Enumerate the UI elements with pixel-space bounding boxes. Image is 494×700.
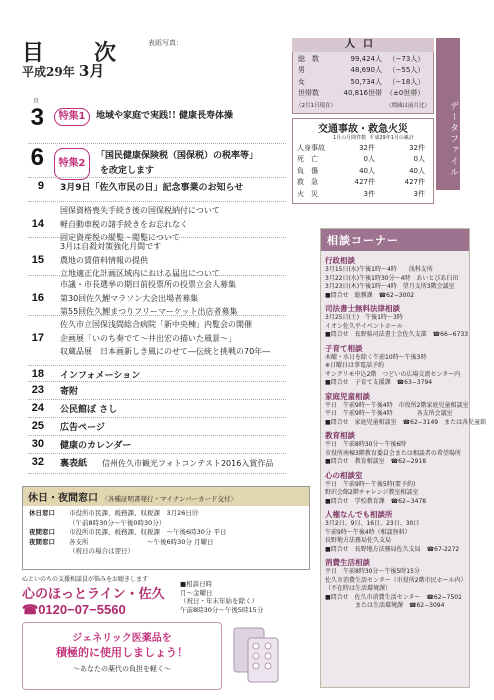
page-title: 目 次 [22, 40, 131, 66]
feature-badge: 特集1 [54, 108, 90, 126]
consult-section-title: 家庭児童相談 [325, 391, 370, 401]
population-cell: 99,424人 [350, 54, 382, 63]
kokoro-hours-line: ■相談日時 [180, 580, 213, 588]
holiday-title [23, 487, 309, 506]
consult-line: イオン佐久平イベントホール [325, 322, 403, 330]
population-row [296, 88, 426, 100]
consult-line: 3月2日、9日、16日、23日、30日 [325, 520, 420, 527]
consult-line: 3月23日(木)午後1時〜4時 望月支所3階会議室 [325, 283, 455, 290]
population-date: （2月1日現在） [296, 103, 336, 109]
consult-line: ■問合せ 家庭児童相談室 ☎62−3149 または各児童館 [325, 418, 487, 426]
population-cell: 世帯数 [298, 89, 319, 98]
toc-divider [28, 275, 286, 276]
holiday-row-label: 夜間窓口 [29, 528, 55, 536]
toc-entry-title: 公民館ぼ さし [60, 405, 118, 415]
traffic-table [294, 142, 428, 200]
kokoro-hours [180, 580, 263, 614]
holiday-row-text: 各支所 〜午後6時30分 月曜日 [69, 537, 214, 546]
population-cell: （−73人） [388, 54, 425, 63]
data-file-tab: データファイル [436, 38, 460, 190]
population-cell: 男 [298, 66, 305, 75]
issue-month: 3月 [78, 62, 105, 80]
population-cell: （−18人） [388, 77, 425, 86]
toc-entry-line: 第30回佐久鯉マラソン大会出場者募集 [60, 293, 199, 303]
traffic-cell: 負 傷 [297, 166, 318, 175]
toc-divider [28, 177, 286, 178]
generic-line1: ジェネリック医薬品を [72, 633, 172, 644]
holiday-row-text: 市役所市民課、税務課、収税課 3月26日㊐ [69, 509, 199, 517]
toc-divider [28, 453, 286, 454]
consult-line: 木曜・水日を除く午前10時〜午後3時 [325, 353, 427, 361]
toc-entry-line: 固定資産税の縦覧・閲覧について [60, 233, 180, 242]
toc-entry-line: 企画展「いのち奏でて〜井出宏の描いた風景〜」 [60, 333, 236, 343]
toc-entry-title: 3月9日「佐久市民の日」記念事業のお知らせ [60, 183, 244, 193]
traffic-row [294, 142, 428, 154]
kokoro-hours-line: 月〜金曜日 [180, 588, 213, 597]
population-cell: 総 数 [298, 54, 319, 63]
toc-divider [28, 399, 286, 400]
traffic-cell: 0人 [363, 155, 375, 164]
traffic-cell: 427件 [354, 178, 375, 187]
issue-date [22, 60, 104, 81]
consult-line: 野沢会館2階チャレンジ教室相談室 [325, 489, 419, 496]
kokoro-name: 心のほっとライン・佐久 [22, 587, 165, 602]
toc-page-number: 17 [31, 332, 44, 344]
consultation-corner [320, 228, 487, 688]
consult-section-title: 行政相談 [325, 256, 355, 265]
holiday-title-sub: 〈各種証明書発行・マイナンバーカード交付〉 [101, 495, 237, 503]
kokoro-hotline-box [22, 574, 310, 620]
traffic-title: 交通事故・救急火災 [318, 124, 408, 135]
toc-entry-title: 広告ページ [60, 423, 105, 433]
toc-entry-title: 健康のカレンダー [60, 441, 132, 451]
traffic-row [294, 165, 428, 177]
holiday-night-window-box [22, 486, 310, 570]
consult-line: 平日 午前9時〜午後4時 市役所2階家庭児童相談室 [325, 401, 469, 409]
consult-line: サングリモ中込2階 つどいの広場交流センター内 [325, 370, 461, 378]
toc-page-number: 9 [37, 180, 44, 192]
cover-photo-note: 表紙写真： [148, 39, 183, 47]
toc-entry-line: 第55回佐久鯉まつりフリーマーケット出店者募集 [60, 307, 238, 316]
toc-page-number: 3 [30, 104, 44, 131]
population-cell: 48,690人 [350, 66, 382, 75]
toc-page-number: 24 [31, 402, 44, 414]
toc-page-number: 32 [31, 456, 44, 468]
consult-section-title: 教育相談 [325, 431, 355, 440]
holiday-title-text: 休日・夜間窓口 [28, 493, 98, 504]
toc-entry-line: 軽自動車税の諸手続きをお忘れなく [60, 219, 188, 229]
traffic-cell: 40人 [409, 166, 425, 175]
consult-line: 3月22日(水)午後1時30分〜4時 あいとぴあ臼田 [325, 274, 459, 282]
population-row [296, 65, 426, 77]
holiday-row [29, 547, 303, 557]
toc-divider [28, 365, 286, 366]
toc-entry-title: 裏表紙 [60, 459, 88, 469]
traffic-row [294, 177, 428, 189]
toc-entry-title-line2: を改定します [100, 166, 155, 176]
population-row [296, 76, 426, 88]
toc-page-number: 23 [31, 384, 44, 396]
consult-line: （不在時は生活環境課） [325, 585, 392, 592]
traffic-cell: 救 急 [297, 178, 318, 187]
toc-page-number: 30 [31, 438, 44, 450]
consult-line: 平日 午前9時〜午後4時 各支所会議室 [325, 410, 453, 417]
consult-line: ■問合せ 総務課 ☎62−3002 [325, 291, 415, 299]
toc-page-number: 15 [31, 254, 44, 266]
toc-page-number: 18 [31, 368, 44, 380]
generic-drug-banner [22, 622, 222, 690]
traffic-cell: 32件 [359, 143, 375, 152]
consult-section-title: 消費生活相談 [325, 558, 370, 567]
traffic-cell: 火 災 [297, 189, 318, 198]
toc-entry-title: 寄附 [60, 387, 79, 397]
population-cell: 50,734人 [350, 77, 382, 86]
consult-line: 平日 午前8時30分〜午後6時 [325, 441, 407, 448]
population-row [296, 53, 426, 65]
population-cell: 40,816世帯 [343, 89, 382, 98]
consultation-list [321, 251, 487, 612]
consult-line: 3月15日(水)午後1時〜4時 浅科支所 [325, 266, 433, 273]
population-diff-note: （増減は前月比） [385, 103, 430, 109]
toc-page-number: 14 [31, 218, 44, 230]
kokoro-hours-line: 午前8時30分〜午後5時15分 [180, 605, 264, 614]
consult-line: ■問合せ 子育て支援課 ☎63−3794 [325, 379, 433, 386]
kokoro-tel: ☎0120−07−5560 [22, 602, 126, 617]
traffic-cell: 3件 [413, 189, 425, 198]
holiday-row [29, 528, 303, 538]
kokoro-lead: 心といのちの支援相談員が悩みをお聴きします [22, 576, 149, 583]
toc-page-number: 6 [30, 144, 44, 171]
holiday-row [29, 538, 303, 548]
population-notes [296, 101, 430, 109]
consult-line: 平日 午前8時30分〜午後5時15分 [325, 568, 420, 575]
holiday-row-text: （祝日の場合は翌日） [69, 547, 134, 555]
toc-page-number: 16 [31, 292, 44, 304]
traffic-hdr-cumulative: 平成29年1月の累計 [369, 135, 414, 141]
traffic-headers [333, 134, 433, 141]
feature-badge: 特集2 [54, 148, 90, 180]
population-cell: （−55人） [388, 66, 425, 75]
toc-divider [28, 381, 286, 382]
pill-pack-icon [228, 624, 282, 686]
population-cell: （±0世帯） [386, 89, 425, 98]
toc-entry-title: インフォメーション [60, 371, 141, 381]
toc-divider [28, 237, 286, 238]
traffic-cell: 3件 [363, 189, 375, 198]
toc-divider [28, 201, 286, 202]
consult-section-title: 子育て相談 [325, 343, 363, 353]
traffic-cell: 人身事故 [297, 143, 325, 152]
traffic-row [294, 154, 428, 166]
consult-line: 午前9時〜午後4時（相談無料） [325, 528, 411, 536]
consult-line: ■問合せ 長野地方法務局佐久支局 ☎67-2272 [325, 545, 460, 553]
consult-line: ■問合せ 佐久市消費生活センター ☎62−7501 [325, 593, 462, 601]
issue-year: 平成29年 [22, 65, 75, 79]
consult-line: ■問合せ 長野県司法書士会佐久支部 ☎66−6733 [325, 331, 469, 338]
traffic-hdr-month: 1月の月間件数 [333, 135, 367, 141]
toc-entry-note: 信州佐久市観光フォトコンテスト2016入賞作品 [102, 459, 274, 468]
consult-line: 長野地方法務局佐久支局 [325, 537, 392, 544]
traffic-cell: 32件 [409, 143, 425, 152]
toc-divider [28, 473, 286, 474]
toc-entry-line: 収蔵品展 日本画新しき風にのせて―伝統と挑戦の70年― [60, 347, 271, 356]
toc-entry-title: 「国民健康保険税（国保税）の税率等」 [96, 151, 259, 161]
consultation-title: 相談コーナー [321, 229, 469, 251]
traffic-cell: 0人 [413, 155, 425, 164]
toc-entry-line: 3月は自殺対策強化月間です [60, 242, 162, 251]
toc-entry-line: 国保資格喪失手続き後の国保税納付について [60, 206, 220, 215]
consult-section-title: 人権なんでも相談所 [325, 510, 393, 519]
toc-entry-line: 市議・市長選挙の期日前投票所の投票立会人募集 [60, 280, 236, 289]
holiday-row [29, 509, 303, 519]
holiday-row-text: 市役所市民課、税務課、収税課 〜午後6時30分 平日 [69, 528, 227, 536]
population-cell: 女 [298, 77, 305, 86]
population-title: 人口 [292, 38, 434, 52]
traffic-row [294, 188, 428, 200]
traffic-cell: 死 亡 [297, 155, 318, 164]
consult-line: ■問合せ 教育相談室 ☎62−2918 [325, 458, 427, 465]
consult-line: 平日 午前9時〜午後5時(要予約) [325, 480, 416, 488]
consult-line: または生活環境課 ☎62−3094 [325, 602, 445, 609]
consult-line: ■問合せ 学校教育課 ☎62−3478 [325, 497, 427, 505]
toc-page-number: 25 [31, 420, 44, 432]
consult-section-title: 司法書士無料法律相談 [325, 304, 400, 313]
population-table [296, 53, 426, 99]
kokoro-hours-line: （祝日・年末年始を除く） [180, 597, 258, 605]
holiday-row [29, 519, 303, 529]
toc-entry-line: 佐久市立国保浅間総合病院「新中央棟」内覧会の開催 [60, 320, 252, 329]
toc-divider [28, 315, 286, 316]
pill-pack-illustration [228, 624, 282, 686]
holiday-row-label: 夜間窓口 [29, 537, 55, 546]
consult-line: ※日曜日は事電話予約 [325, 362, 385, 369]
generic-line2: 積極的に使用しましょう！ [56, 646, 188, 659]
consult-line: 佐久市消費生活センター（市役所2階市民ホール内） [325, 576, 467, 584]
traffic-cell: 40人 [359, 166, 375, 175]
toc-divider [28, 417, 286, 418]
consult-line: 3月25日(土) 午後1時〜3時 [325, 314, 403, 321]
holiday-row-label: 休日窓口 [29, 509, 55, 517]
page-column-header: 頁 [33, 98, 40, 105]
generic-line3: 〜あなたの薬代の負担を軽く〜 [73, 665, 171, 673]
toc-entry-line: 立地適正化計画区域内における届出について [60, 269, 220, 278]
holiday-list [23, 506, 309, 560]
traffic-cell: 427件 [404, 178, 425, 187]
holiday-row-text: （午前8時30分〜午後0時30分） [69, 518, 166, 527]
toc-entry-title: 地域や家庭で実践!! 健康長寿体操 [96, 111, 234, 121]
toc-divider [28, 435, 286, 436]
consult-section-title: 心の相談室 [325, 470, 363, 480]
consult-line: 市役所南棟3階教育委員会または相談者の希望場所 [325, 449, 461, 457]
toc-divider [28, 143, 286, 144]
toc-entry-line: 農地の賃借料情報の提供 [60, 255, 148, 265]
